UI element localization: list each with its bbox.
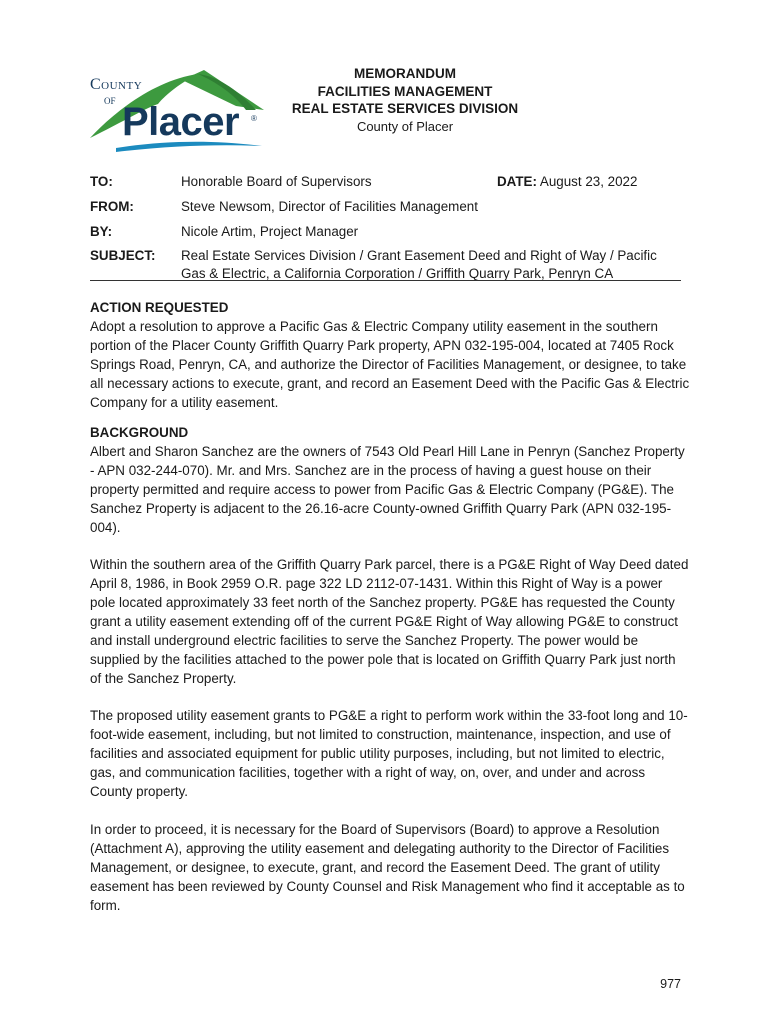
background-paragraph-2: Within the southern area of the Griffith Quarry Park parcel, there is a PG&E Right of Way Deed dated April 8, 1986, in Book 2959 O.R. page 322 LD 2112-07-1431. Within this Right of Way is a power pole located approximately 33 feet north of the Sanchez property. PG&E has requested the County grant a utility easement extending off of the current PG&E Right of Way allowing PG&E to construct and install underground electric facilities to serve the Sanchez Property. The power would be supplied by the facilities attached to the power pole that is located on Griffith Quarry Park just north of the Sanchez Property. xyxy=(90,557,689,686)
by-label: BY: xyxy=(90,224,113,239)
county-logo xyxy=(86,70,264,154)
date-value: August 23, 2022 xyxy=(539,174,638,189)
background-heading: BACKGROUND xyxy=(90,425,189,440)
from-value: Steve Newsom, Director of Facilities Management xyxy=(181,199,478,214)
subject-line-1: Real Estate Services Division / Grant Easement Deed and Right of Way / Pacific xyxy=(181,248,657,263)
memo-department: FACILITIES MANAGEMENT xyxy=(317,83,493,99)
subject-label: SUBJECT: xyxy=(90,248,156,263)
logo-placer-text: Placer xyxy=(122,100,240,144)
subject-value xyxy=(181,247,686,282)
date-label: DATE: xyxy=(497,174,537,189)
memo-heading xyxy=(255,65,555,135)
background-paragraph-4: In order to proceed, it is necessary for the Board of Supervisors (Board) to approve a Resolution (Attachment A), approving the utility easement and delegating authority to the Director of Facilities Management, or designee, to execute, grant, and record the Easement Deed. The grant of utility easement has been reviewed by County Counsel and Risk Management who find it acceptable as to form. xyxy=(90,822,685,913)
from-label: FROM: xyxy=(90,199,134,214)
logo-county-text: County xyxy=(90,76,143,93)
by-value: Nicole Artim, Project Manager xyxy=(181,224,359,239)
subject-line-2: Gas & Electric, a California Corporation / Griffith Quarry Park, Penryn CA xyxy=(181,265,614,281)
background-paragraph-1: Albert and Sharon Sanchez are the owners of 7543 Old Pearl Hill Lane in Penryn (Sanchez Property - APN 032-244-070). Mr. and Mrs. Sanchez are in the process of having a guest house on their property permitted and require access to power from Pacific Gas & Electric Company (PG&E). The Sanchez Property is adjacent to the 26.16-acre County-owned Griffith Quarry Park (APN 032-195-004). xyxy=(90,444,685,535)
action-heading: ACTION REQUESTED xyxy=(90,300,229,315)
memo-division: REAL ESTATE SERVICES DIVISION xyxy=(291,101,519,116)
background-paragraph-3: The proposed utility easement grants to PG&E a right to perform work within the 33-foot long and 10-foot-wide easement, including, but not limited to construction, maintenance, inspection, and use of facilities and associated equipment for public utility purposes, including, but not limited to electric, gas, and communication facilities, together with a right of way, on, over, and under and across County property. xyxy=(90,708,688,799)
page-number: 977 xyxy=(660,977,681,991)
to-value: Honorable Board of Supervisors xyxy=(181,174,372,189)
action-paragraph: Adopt a resolution to approve a Pacific Gas & Electric Company utility easement in the southern portion of the Placer County Griffith Quarry Park property, APN 032-195-004, located at 7405 Rock Springs Road, Penryn, CA, and authorize the Director of Facilities Management, or designee, to take all necessary actions to execute, grant, and record an Easement Deed with the Pacific Gas & Electric Company for a utility easement. xyxy=(90,319,690,410)
registered-mark: ® xyxy=(251,114,257,123)
memo-title: MEMORANDUM xyxy=(354,66,456,81)
to-label: TO: xyxy=(90,174,113,189)
date-field xyxy=(497,173,637,191)
header-divider xyxy=(90,280,681,281)
memo-county: County of Placer xyxy=(356,118,454,134)
logo-of-text: of xyxy=(104,92,116,107)
